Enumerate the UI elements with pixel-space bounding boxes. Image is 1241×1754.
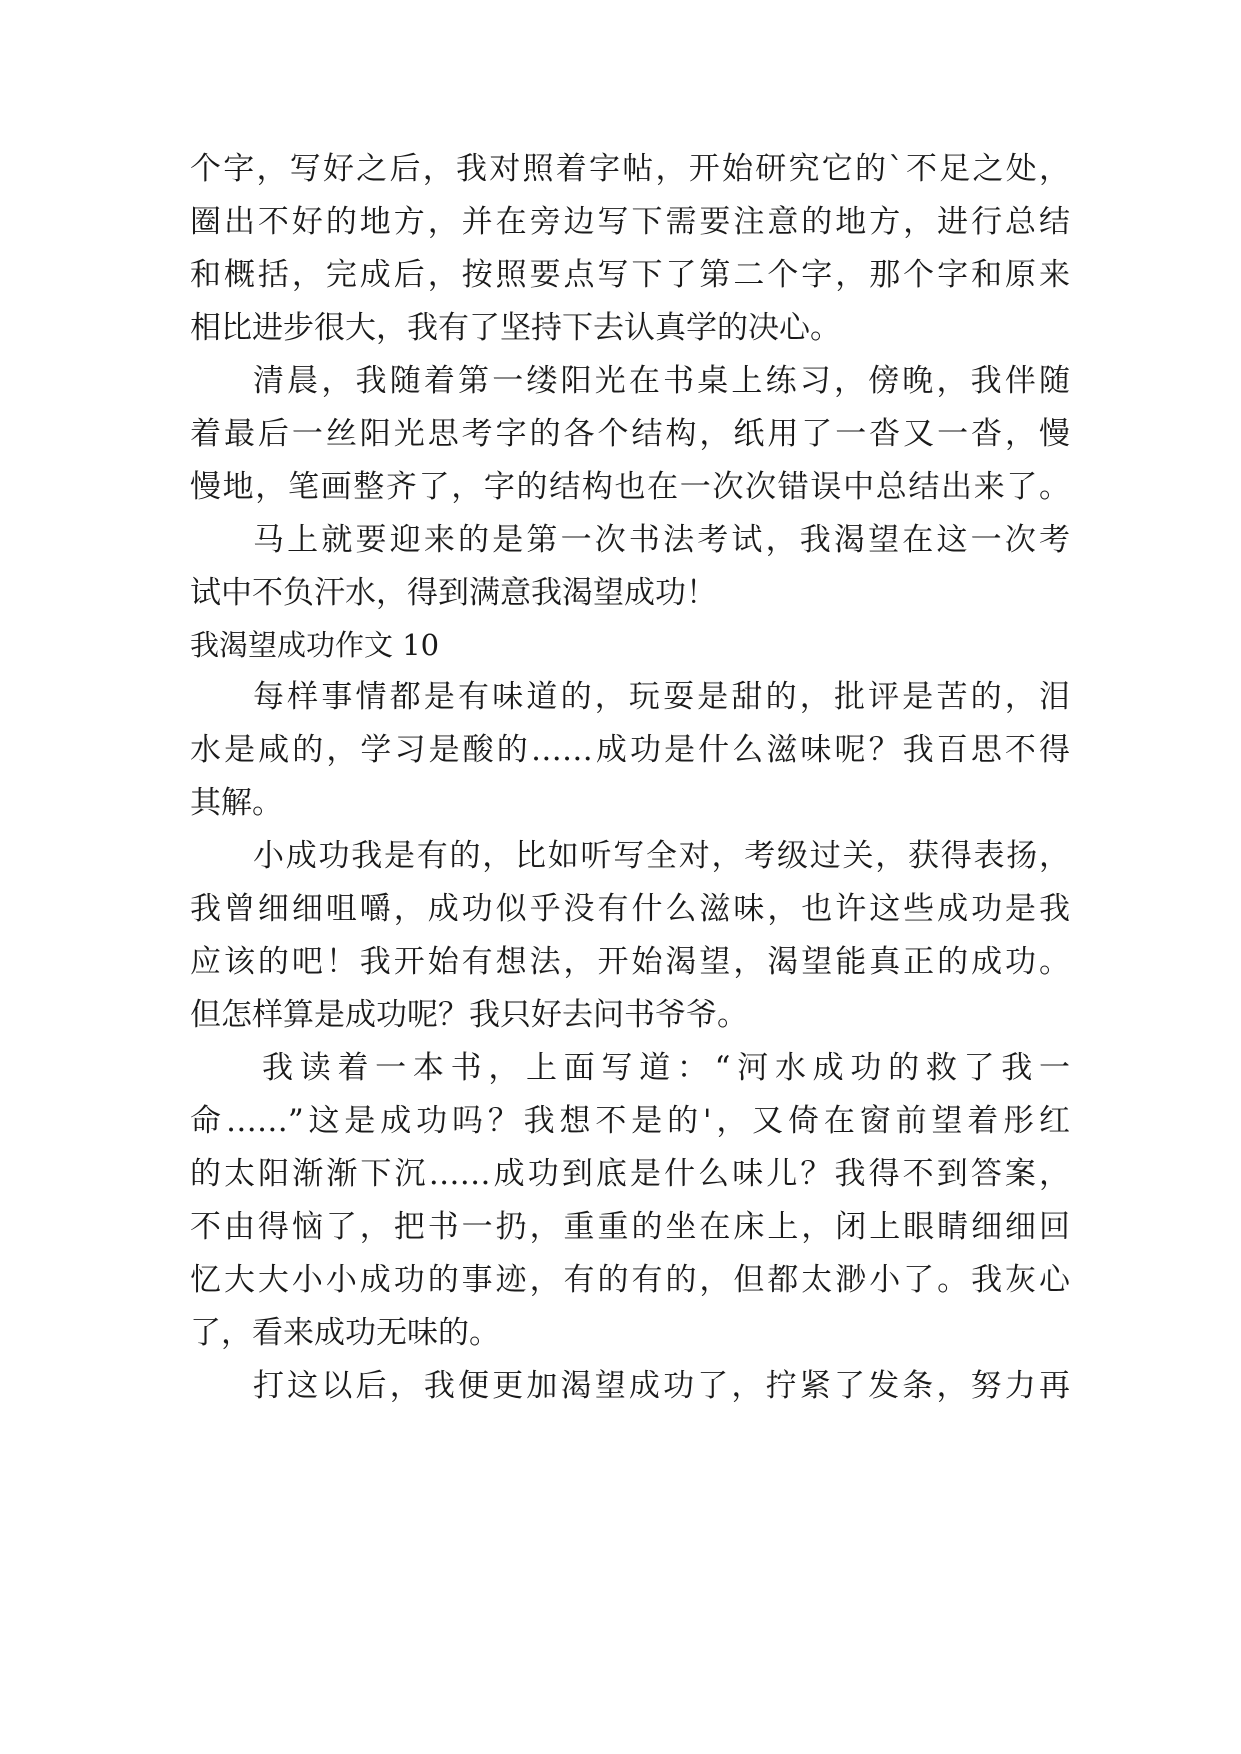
text-line: 相比进步很大，我有了坚持下去认真学的决心。 [190,310,841,346]
text-line: 个字，写好之后，我对照着字帖，开始研究它的`不足之处， [190,151,1070,187]
text-line: 慢地，笔画整齐了，字的结构也在一次次错误中总结出来了。 [190,469,1070,505]
text-line: 应该的吧！我开始有想法，开始渴望，渴望能真正的成功。 [190,944,1070,980]
paragraph-first-line: 每样事情都是有味道的，玩耍是甜的，批评是苦的，泪 [253,679,1070,715]
text-line: 和概括，完成后，按照要点写下了第二个字，那个字和原来 [190,257,1070,293]
text-line: 其解。 [190,785,283,821]
text-line: 圈出不好的地方，并在旁边写下需要注意的地方，进行总结 [190,204,1070,240]
text-line: 忆大大小小成功的事迹，有的有的，但都太渺小了。我灰心 [190,1262,1070,1298]
text-line: 的太阳渐渐下沉……成功到底是什么味儿？我得不到答案， [190,1156,1070,1192]
text-line: 水是咸的，学习是酸的……成功是什么滋味呢？我百思不得 [190,732,1070,768]
paragraph-first-line: 清晨，我随着第一缕阳光在书桌上练习，傍晚，我伴随 [253,363,1070,399]
text-line: 我曾细细咀嚼，成功似乎没有什么滋味，也许这些成功是我 [190,891,1070,927]
text-line: 不由得恼了，把书一扔，重重的坐在床上，闭上眼睛细细回 [190,1209,1070,1245]
text-line: 但怎样算是成功呢？我只好去问书爷爷。 [190,997,748,1033]
text-line: 试中不负汗水，得到满意我渴望成功！ [190,575,717,611]
paragraph-first-line: 我读着一本书，上面写道：“河水成功的救了我一 [262,1050,1070,1086]
paragraph-first-line: 打这以后，我便更加渴望成功了，拧紧了发条，努力再 [253,1368,1070,1404]
text-line: 命……”这是成功吗？我想不是的'，又倚在窗前望着彤红 [190,1103,1070,1139]
paragraph-first-line: 小成功我是有的，比如听写全对，考级过关，获得表扬， [253,838,1070,874]
paragraph-first-line: 马上就要迎来的是第一次书法考试，我渴望在这一次考 [253,522,1070,558]
section-heading: 我渴望成功作文 10 [190,628,440,662]
text-line: 着最后一丝阳光思考字的各个结构，纸用了一沓又一沓，慢 [190,416,1070,452]
text-line: 了，看来成功无味的。 [190,1315,500,1351]
